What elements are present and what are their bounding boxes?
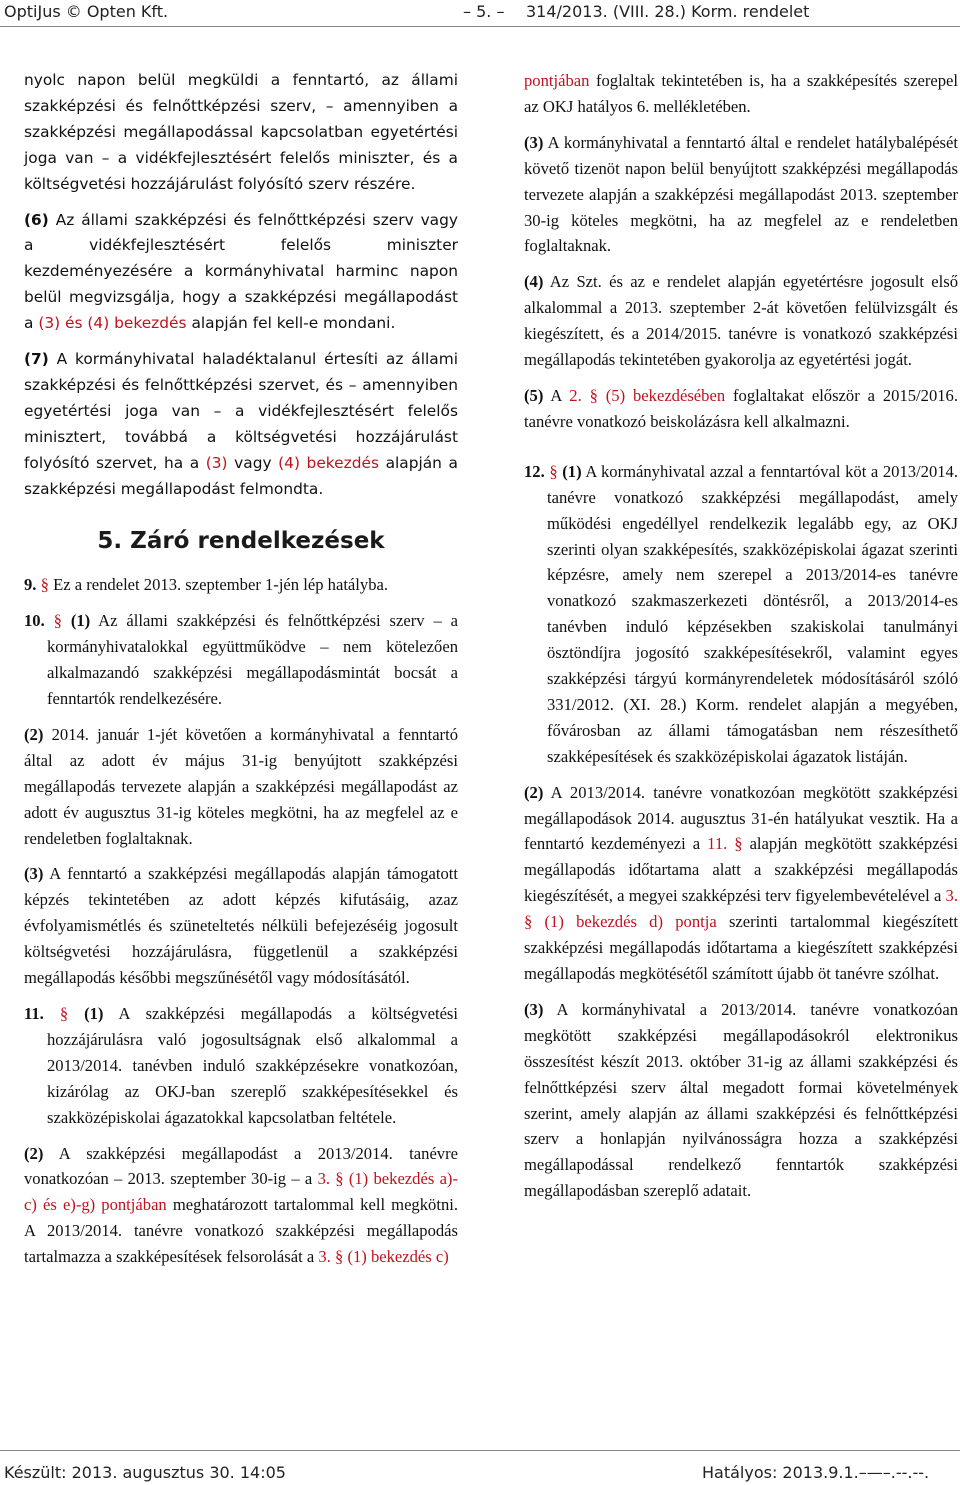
paragraph-4 (524, 269, 958, 373)
paragraph-number: (2) (524, 782, 544, 802)
section-12-1 (524, 459, 958, 770)
section-10-1 (24, 608, 458, 712)
section-10-3 (24, 861, 458, 991)
paragraph-text: meghatározott tartalommal kell megkötni. A 2013/2014. tanévre vonatkozó szakképzési megállapodás tartalmazza a szakképesítések felsorolását a (24, 1195, 458, 1267)
section-number: 9. (24, 575, 37, 595)
paragraph-text: alapján megkötött szakképzési megállapodás időtartama alatt a szakképzési megállapodás kiegészítését, a megyei szakképzési terv figyelembevételével a (524, 834, 958, 906)
paragraph-text: foglaltakat először a 2015/2016. tanévre vonatkozó beiskolázásra kell alkalmazni. (524, 385, 958, 431)
header-page-number: – 5. – (463, 2, 505, 21)
cross-reference-link[interactable]: 3. § (1) bekezdés a)-c) és e)-g) pontjában (24, 1169, 458, 1215)
footer-created-date: Készült: 2013. augusztus 30. 14:05 (4, 1463, 286, 1482)
section-symbol: § (53, 611, 62, 631)
section-11-1 (24, 1001, 458, 1131)
paragraph-text: A kormányhivatal haladéktalanul értesíti az állami szakképzési és felnőttképzési szervet, és – amennyiben egyetértési joga van – a vidékfejlesztésért felelős minisztert, továbbá a költségvetési hozzájárulást folyósító szervet, ha a (24, 350, 458, 472)
section-symbol: § (40, 575, 49, 595)
paragraph-text: szerinti tartalommal kiegészített szakképzési megállapodás időtartama a kiegészített szakképzési megállapodás megkötésétől számított újabb öt tanévre szólhat. (524, 912, 959, 983)
paragraph-text: A kormányhivatal a 2013/2014. tanévre vonatkozóan megkötött szakképzési megállapodásokról elektronikus összesítést készít 2013. október 31-ig az állami szakképzési és felnőttképzési szerv által megadott formai követelmények szerint, amely alapján az állami szakképzési és felnőttképzési szerv a honlapján nyilvánosságra hozza a szakképzési megállapodással rendelkező fenntartók szakképzési megállapodásban szereplő adatait. (524, 999, 958, 1201)
paragraph-text: Az állami szakképzési és felnőttképzési szerv – a kormányhivatalokkal együttműködve – nem kötelezően alkalmazandó szakképzési megállapodásmintát bocsát a fenntartók rendelkezésére. (47, 611, 458, 709)
cross-reference-link[interactable]: 11. § (707, 834, 743, 854)
paragraph-number: (7) (24, 350, 49, 369)
paragraph-number: (5) (524, 385, 544, 405)
section-12-3 (524, 997, 958, 1204)
section-number: 11. (24, 1004, 44, 1023)
paragraph-text: A kormányhivatal azzal a fenntartóval köt a 2013/2014. tanévre vonatkozó szakképzési megállapodást, amely működési engedéllyel rendelkezik legalább egy, az OKJ szerinti olyan szakképesítés, szakközépiskolai ágazat szerinti képzésre, amely nem szerepel a 2013/2014-es tanévre vonatkozó szakmaszerkezeti döntésről, a 2013/2014-es tanévben induló képzésekben szakiskolai tanulmányi ösztöndíjra jogosító szakképesítésekről, valamint egyes szakképzési tárgyú kormányrendeletek módosításáról szóló 331/2012. (XI. 28.) Korm. rendelet alapján a megyében, fővárosban az állami támogatásban nem részesíthető szakképesítések és szakközépiskolai ágazatok listáján. (547, 461, 959, 766)
paragraph-6 (24, 208, 458, 338)
paragraph-continued: nyolc napon belül megküldi a fenntartó, az állami szakképzési és felnőttképzési szerv, – amennyiben a szakképzési megállapodással kapcsolatban egyetértési joga van – a vidékfejlesztésért felelős miniszter, és a költségvetési hozzájárulást folyósító szerv részére. (24, 71, 458, 193)
section-number: 12. (524, 461, 545, 481)
cross-reference-link[interactable]: (4) bekezdés (278, 453, 379, 472)
section-10-2 (24, 722, 458, 852)
paragraph-text: A szakképzési megállapodás a költségvetési hozzájárulásra való jogosultságnak első alkalommal a 2013/2014. tanévben induló szakképzésekre vonatkozóan, kizárólag az OKJ-ban szereplő szakképesítésekkel és szakközépiskolai ágazatokkal kapcsolatban feltétele. (47, 1004, 459, 1127)
paragraph-text: alapján a szakképzési megállapodást felmondta. (24, 453, 458, 498)
paragraph-text: foglaltak tekintetében is, ha a szakképesítés szerepel az OKJ hatályos 6. mellékletében. (524, 71, 958, 116)
paragraph-number: (3) (524, 132, 544, 152)
right-column (524, 68, 958, 1214)
cross-reference-link[interactable]: (3) és (4) bekezdés (38, 314, 187, 333)
paragraph-number: (2) (24, 1143, 44, 1163)
paragraph-7 (24, 347, 458, 502)
section-text: Ez a rendelet 2013. szeptember 1-jén lép hatályba. (53, 575, 389, 595)
left-column (24, 68, 458, 1280)
paragraph-number: (1) (70, 611, 91, 631)
cross-reference-link[interactable]: 3. § (1) bekezdés d) pontja (524, 886, 958, 932)
paragraph-text: vagy (234, 453, 272, 472)
paragraph-text: A fenntartó a szakképzési megállapodás alapján támogatott képzés tekintetében az adott képzés kifutásáig, azaz évfolyamismétlés és szüneteltetés nélküli befejezéséig jogosult költségvetési hozzájárulásra, függetlenül a szakképzési megállapodás későbbi megszűnésétől vagy módosításától. (24, 864, 459, 988)
paragraph-text: Az állami szakképzési és felnőttképzési szerv vagy a vidékfejlesztésért felelős miniszter kezdeményezésére a kormányhivatal harminc napon belül megvizsgálja, hogy a szakképzési megállapodást a (24, 210, 458, 333)
paragraph-number: (4) (524, 272, 544, 292)
paragraph-3 (524, 130, 958, 260)
paragraph-number: (3) (524, 999, 544, 1019)
header-decree-title: 314/2013. (VIII. 28.) Korm. rendelet (526, 2, 810, 21)
paragraph-number: (1) (84, 1004, 104, 1023)
paragraph-text: Az Szt. és az e rendelet alapján egyetértésre jogosult első alkalommal a 2013. szeptember 2-át követően felülvizsgált és kiegészített, és a 2014/2015. tanévre is vonatkozó szakképzési megállapodás tekintetében gyakorolja az egyetértési jogát. (524, 272, 959, 370)
paragraph-number: (2) (24, 724, 44, 744)
paragraph-text: 2014. január 1-jét követően a kormányhivatal a fenntartó által az adott év május 31-ig benyújtott szakképzési megállapodás tervezete alapján a szakképzési megállapodást az adott év augusztus 31-ig köteles megkötni, ha az megfelel az e rendeletben foglaltaknak. (24, 724, 458, 848)
paragraph-number: (3) (24, 864, 44, 884)
section-12-2 (524, 780, 958, 987)
paragraph-text: A 2013/2014. tanévre vonatkozóan megkötött szakképzési megállapodások 2014. augusztus 31-én hatályukat vesztik. Ha a fenntartó kezdeményezi a (524, 782, 959, 854)
section-11-2 (24, 1141, 458, 1271)
paragraph-text: A szakképzési megállapodást a 2013/2014. tanévre vonatkozóan – 2013. szeptember 30-ig – a (24, 1143, 458, 1189)
section-number: 10. (24, 611, 45, 631)
section-symbol: § (549, 461, 558, 481)
section-9 (24, 572, 458, 598)
footer-effective-date: Hatályos: 2013.9.1.–—–.--.--. (702, 1463, 930, 1482)
paragraph-5 (524, 383, 958, 435)
cross-reference-link[interactable]: pontjában (524, 71, 590, 90)
section-symbol: § (59, 1004, 69, 1023)
cross-reference-link[interactable]: 3. § (1) bekezdés c) (318, 1247, 449, 1267)
page-footer (0, 1450, 960, 1485)
paragraph-continued (524, 68, 958, 120)
paragraph-text: A kormányhivatal a fenntartó által e rendelet hatálybalépését követő tizenöt napon belül benyújtott szakképzési megállapodás tervezete alapján a szakképzési megállapodást 2013. szeptember 30-ig köteles megkötni, ha az megfelel az e rendeletben foglaltaknak. (524, 132, 958, 256)
section-title: 5. Záró rendelkezések (97, 527, 385, 554)
paragraph-text: A (550, 385, 562, 405)
page-header (0, 0, 960, 27)
header-publisher: OptiJus © Opten Kft. (4, 2, 169, 21)
paragraph-text: alapján fel kell-e mondani. (191, 314, 396, 333)
cross-reference-link[interactable]: 2. § (5) bekezdésében (569, 385, 726, 405)
paragraph-number: (1) (562, 461, 582, 481)
paragraph-number: (6) (24, 210, 49, 229)
cross-reference-link[interactable]: (3) (205, 453, 228, 472)
